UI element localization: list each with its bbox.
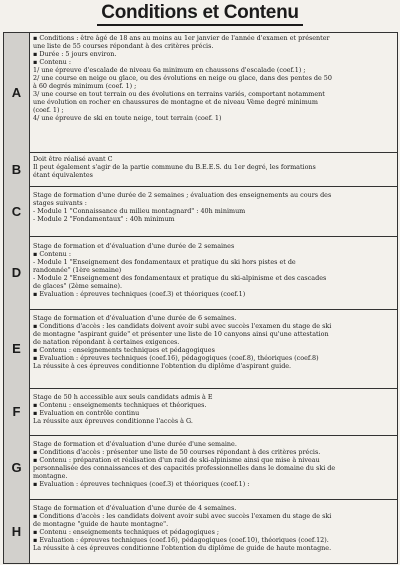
- text-line: Doit être réalisé avant C: [33, 155, 113, 163]
- row-g: [4, 435, 397, 500]
- text-line: étant équivalentes: [33, 171, 93, 179]
- row-d: [4, 236, 397, 310]
- row-content: [33, 393, 394, 434]
- text-line: stages suivants :: [33, 199, 87, 207]
- row-content: [33, 504, 394, 562]
- row-content: [33, 155, 394, 185]
- text-line: 3/ une course en tout terrain ou des évolutions en terrains variés, comportant notamment: [33, 90, 325, 98]
- text-line: - Module 2 "Enseignement des fondamentaux et pratique du ski-alpinisme et des cascades: [33, 274, 327, 282]
- text-line: ▪ Evaluation : épreuves techniques (coef.16), pédagogiques (coef.8), théoriques (coef.8): [33, 354, 319, 362]
- row-letter: C: [4, 186, 30, 236]
- text-line: Stage de formation et d'évaluation d'une durée de 6 semaines.: [33, 314, 237, 322]
- row-letter: D: [4, 236, 30, 309]
- text-line: Stage de formation et d'évaluation d'une durée de 4 semaines.: [33, 504, 237, 512]
- row-c: [4, 186, 397, 237]
- text-line: Stage de formation et d'évaluation d'une durée d'une semaine.: [33, 440, 237, 448]
- text-line: ▪ Conditions d'accès : les candidats doivent avoir subi avec succès l'examen du stage de ski: [33, 512, 332, 520]
- text-line: de montagne "guide de haute montagne".: [33, 520, 169, 528]
- row-content: [33, 34, 394, 151]
- page-title-text: Conditions et Contenu: [97, 2, 302, 26]
- text-line: ▪ Contenu : enseignements techniques et théoriques.: [33, 401, 207, 409]
- row-letter: B: [4, 152, 30, 186]
- text-line: randonnée" (1ère semaine): [33, 266, 122, 274]
- row-letter: H: [4, 499, 30, 563]
- text-line: ▪ Evaluation en contrôle continu: [33, 409, 140, 417]
- row-b: [4, 152, 397, 187]
- text-line: une liste de 55 courses répondant à des critères précis.: [33, 42, 214, 50]
- text-line: ▪ Contenu :: [33, 250, 71, 258]
- row-letter: F: [4, 388, 30, 435]
- text-line: Stage de formation d'une durée de 2 semaines ; évaluation des enseignements au cours des: [33, 191, 332, 199]
- text-line: (coef. 1) ;: [33, 106, 64, 114]
- row-f: [4, 388, 397, 436]
- text-line: ▪ Contenu : enseignements techniques et pédagogiques ;: [33, 528, 220, 536]
- text-line: de natation répondant à certaines exigences.: [33, 338, 180, 346]
- row-content: [33, 314, 394, 387]
- text-line: ▪ Contenu : enseignements techniques et pédagogiques: [33, 346, 215, 354]
- text-line: ▪ Evaluation : épreuves techniques (coef.16), pédagogiques (coef.10), théoriques (coef.12).: [33, 536, 329, 544]
- row-content: [33, 440, 394, 498]
- text-line: Stage de formation et d'évaluation d'une durée de 2 semaines: [33, 242, 235, 250]
- page-title: [0, 2, 400, 28]
- text-line: - Module 1 "Connaissance du milieu montagnard" : 40h minimum: [33, 207, 246, 215]
- row-letter: E: [4, 309, 30, 388]
- text-line: personnalisée des connaissances et des capacités professionnelles dans le domaine du ski de: [33, 464, 336, 472]
- row-e: [4, 309, 397, 389]
- text-line: 4/ une épreuve de ski en toute neige, tout terrain (coef. 1): [33, 114, 222, 122]
- text-line: à 60 degrés minimum (coef. 1) ;: [33, 82, 137, 90]
- text-line: - Module 2 "Fondamentaux" : 40h minimum: [33, 215, 175, 223]
- text-line: ▪ Durée : 5 jours environ.: [33, 50, 117, 58]
- row-content: [33, 242, 394, 308]
- text-line: ▪ Conditions d'accès : présenter une liste de 50 courses répondant à des critères précis.: [33, 448, 321, 456]
- text-line: La réussite à ces épreuves conditionne l'obtention du diplôme de guide de haute montagne.: [33, 544, 332, 552]
- row-letter: A: [4, 33, 30, 152]
- text-line: Il peut également s'agir de la partie commune du B.E.E.S. du 1er degré, les formations: [33, 163, 316, 171]
- row-content: [33, 191, 394, 235]
- text-line: ▪ Conditions : être âgé de 18 ans au moins au 1er janvier de l'année d'examen et présenter: [33, 34, 330, 42]
- text-line: La réussite à ces épreuves conditionne l'obtention du diplôme d'aspirant guide.: [33, 362, 292, 370]
- text-line: - Module 1 "Enseignement des fondamentaux et pratique du ski hors pistes et de: [33, 258, 296, 266]
- text-line: La réussite aux épreuves conditionne l'accès à G.: [33, 417, 193, 425]
- text-line: 1/ une épreuve d'escalade de niveau 6a minimum en chaussons d'escalade (coef.1) ;: [33, 66, 306, 74]
- row-h: [4, 499, 397, 563]
- text-line: montagne.: [33, 472, 68, 480]
- text-line: Stage de 50 h accessible aux seuls candidats admis à E: [33, 393, 213, 401]
- text-line: de glaces" (2ème semaine).: [33, 282, 123, 290]
- text-line: 2/ une course en neige ou glace, ou des évolutions en neige ou glace, dans des pentes de 50: [33, 74, 332, 82]
- text-line: ▪ Evaluation : épreuves techniques (coef.3) et théoriques (coef.1) :: [33, 480, 250, 488]
- conditions-table: [3, 32, 398, 564]
- text-line: ▪ Contenu : préparation et réalisation d'un raid de ski-alpinisme ainsi que mise à niveau: [33, 456, 320, 464]
- text-line: de montagne "aspirant guide" et présenter une liste de 10 canyons ainsi qu'une attestation: [33, 330, 329, 338]
- text-line: ▪ Conditions d'accès : les candidats doivent avoir subi avec succès l'examen du stage de ski: [33, 322, 332, 330]
- text-line: une évolution en rocher en chaussures de montagne et de niveau Vème degré minimum: [33, 98, 318, 106]
- text-line: ▪ Contenu :: [33, 58, 71, 66]
- row-letter: G: [4, 435, 30, 499]
- text-line: ▪ Evaluation : épreuves techniques (coef.3) et théoriques (coef.1): [33, 290, 246, 298]
- row-a: [4, 33, 397, 153]
